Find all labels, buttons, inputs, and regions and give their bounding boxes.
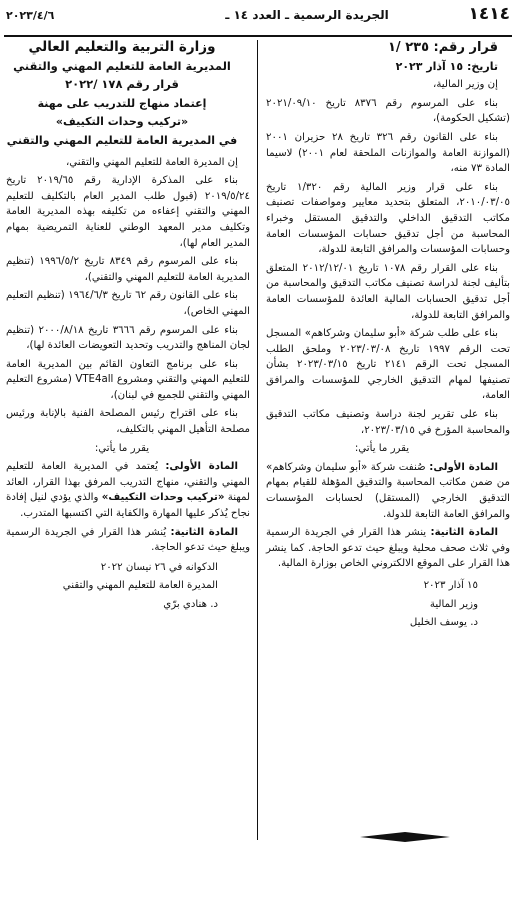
article-1 [266, 460, 510, 522]
paragraph: بناء على القانون رقم ٦٢ تاريخ ١٩٦٤/٦/٣ (تنظيم التعليم المهني الخاص)، [6, 290, 250, 317]
article-2 [6, 525, 250, 556]
paragraph: بناء على المرسوم رقم ٨٣٤٩ تاريخ ١٩٩٦/٥/٢ (تنظيم المديرية العامة للتعليم المهني والتقني)، [6, 256, 250, 283]
paragraph: بناء على القانون رقم ٣٢٦ تاريخ ٢٨ حزيران ٢٠٠١ (الموازنة العامة والموازنات الملحقة لعام ٢٠٠١) لاسيما المادة ٧٣ منه، [266, 131, 510, 175]
article-label: المادة الأولى: [165, 461, 238, 473]
paragraph: بناء على المذكرة الإدارية رقم ٢٠١٩/٦٥ تاريخ ٢٠١٩/٥/٢٤ (قبول طلب المدير العام بالتكليف للتعليم المهني والتقني إعفاءه من تكليفه بهذه المديرية العامة وتكليف مدير المعهد الوطني للعناية التمريضية بمهام المدير العام لها)، [6, 175, 250, 249]
paragraph: بناء على طلب شركة «أبو سليمان وشركاهم» المسجل تحت الرقم ١٩٩٧ تاريخ ٢٠٢٣/٠٣/٠٨ وملحق الطلب المسجل تحت الرقم ٢١٤١ تاريخ ٢٠٢٣/٠٣/١٥ بشأن تصنيفها لمهام التدقيق الخارجي للمؤسسات والمرافق العامة، [266, 328, 511, 402]
paragraph: بناء على اقتراح رئيس المصلحة الفنية بالإنابة ورئيس مصلحة التأهيل المهني بالتكليف، [6, 408, 250, 436]
decision-date: تاريخ: ١٥ آذار ٢٠٢٣ [395, 59, 498, 73]
signature-title: المديرة العامة للتعليم المهني والتقني [62, 580, 218, 592]
article-1 [6, 459, 250, 521]
paragraph: إن المديرة العامة للتعليم المهني والتقني، [65, 156, 238, 168]
article-2 [266, 525, 510, 572]
left-column [6, 40, 250, 616]
article-label: المادة الأولى: [429, 461, 498, 473]
paragraph: بناء على تقرير لجنة دراسة وتصنيف مكاتب التدقيق والمحاسبة المؤرخ في ٢٠٢٣/٠٣/١٥، [266, 409, 510, 436]
signature-title: وزير المالية [429, 598, 478, 610]
signature-name: د. يوسف الخليل [409, 617, 478, 629]
paragraph: بناء على برنامج التعاون القائم بين المديرية العامة للتعليم المهني والتقني ومشروع VTE4all (مشروع التعليم المهني والتقني للجميع في لبنان)، [6, 358, 251, 401]
signature-name: د. هنادي برّي [163, 599, 218, 610]
header-divider [4, 35, 512, 37]
paragraph: إن وزير المالية، [433, 79, 498, 91]
article-text: يُنشر هذا القرار في الجريدة الرسمية ويبلغ حيث تدعو الحاجة. [6, 526, 250, 554]
signature-place: الدكوانه في ٢٦ نيسان ٢٠٢٢ [100, 561, 218, 573]
page-number: ١٤١٤ [468, 4, 510, 24]
article-text: صُنفت شركة «أبو سليمان وشركاهم» من ضمن مكاتب المحاسبة والتدقيق المؤهلة للقيام بمهام التدقيق الخارجي (المستقل) لحسابات المؤسسات والمرافق العامة التابعة للدولة. [266, 461, 510, 520]
decision-title: «تركيب وحدات التكييف» [55, 115, 189, 129]
decision-title: إعتماد منهاج للتدريب على مهنة [37, 96, 207, 110]
right-column [266, 40, 510, 634]
paragraph: بناء على قرار وزير المالية رقم ١/٣٢٠ تاريخ ٢٠١٠/٠٣/٠٥، المتعلق بتحديد معايير ومواصفات تصنيف مكاتب التدقيق الداخلي والتدقيق المستقل وخبراء المحاسبة من أجل تدقيق حسابات المؤسسات العامة وحسابات المؤسسات والمرافق التابعة للدولة، [266, 181, 510, 256]
directorate-title: المديرية العامة للتعليم المهني والتقني [13, 58, 231, 73]
decides-heading: يقرر ما يأتي: [354, 443, 410, 455]
newspaper-name: الجريدة الرسمية ـ العدد ١٤ ـ [225, 8, 389, 22]
decision-number: قرار رقم ١٧٨ /٢٠٢٢ [65, 77, 179, 92]
section-end-ornament [360, 830, 450, 844]
decides-heading: يقرر ما يأتي: [94, 442, 150, 454]
article-label: المادة الثانية: [430, 527, 498, 539]
issue-date: ٢٠٢٣/٤/٦ [6, 9, 55, 22]
ministry-title: وزارة التربية والتعليم العالي [28, 39, 216, 55]
decision-number: قرار رقم: ٢٣٥ /١ [387, 40, 498, 55]
article-text: والذي يؤدي لنيل إفادة نجاح يُذكر عليها المهارة والكفاية التي اكتسبها المتدرب. [6, 492, 250, 520]
paragraph: بناء على المرسوم رقم ٨٣٧٦ تاريخ ٢٠٢١/٠٩/١٠ (تشكيل الحكومة)، [266, 97, 510, 125]
decision-title: في المديرية العامة للتعليم المهني والتقني [6, 133, 238, 147]
signature-date: ١٥ آذار ٢٠٢٣ [423, 580, 478, 591]
column-divider [257, 40, 258, 840]
article-text: ينشر هذا القرار في الجريدة الرسمية وفي ثلاث صحف محلية ويبلغ حيث تدعو الحاجة. كما ينشر هذا القرار على الموقع الالكتروني الخاص بوزارة المالية. [266, 527, 510, 570]
article-profession: «تركيب وحدات التكييف» [101, 492, 225, 504]
page-header [0, 0, 516, 36]
paragraph: بناء على القرار رقم ١٠٧٨ تاريخ ٢٠١٢/١٢/٠١ المتعلق بتأليف لجنة لدراسة تصنيف مكاتب التدقيق والمحاسبة من أجل تدقيق الحسابات المالية العائدة للمؤسسات العامة والمرافق التابعة للدولة، [266, 262, 510, 321]
paragraph: بناء على المرسوم رقم ٣٦٦٦ تاريخ ٢٠٠٠/٨/١٨ (تنظيم لجان المناهج والتدريب وتحديد التعويضات العائدة لها)، [6, 324, 250, 352]
article-label: المادة الثانية: [170, 526, 238, 538]
article-text: يُعتمد في المديرية العامة للتعليم المهني والتقني، منهاج التدريب المرفق بهذا القرار، العائد لمهنة [6, 461, 250, 504]
